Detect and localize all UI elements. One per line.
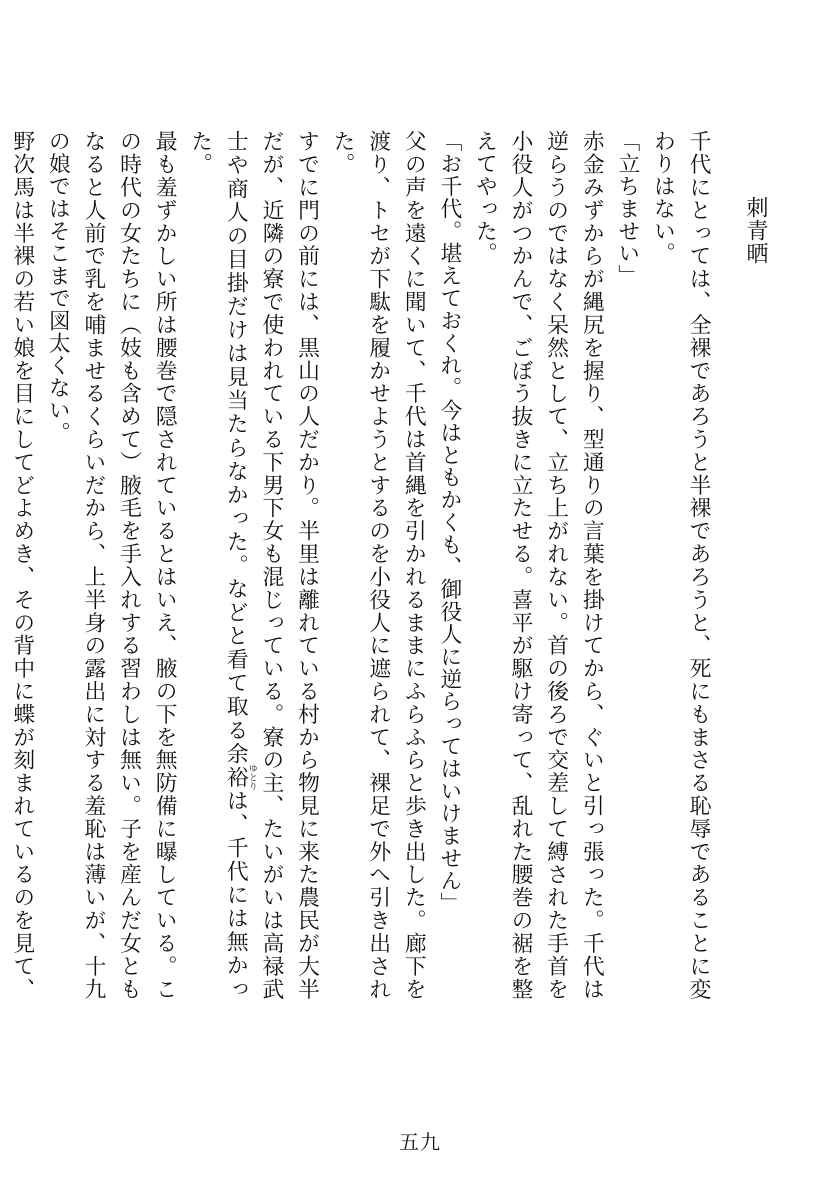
paragraph: 野次馬は半裸の若い娘を目にしてどよめき、その背中に蝶が刻まれているのを見て、 (9, 130, 35, 1000)
body-text (0, 130, 716, 1000)
paragraph: 千代にとっては、全裸であろうと半裸であろうと、死にもまさる恥辱であることに変わりはない。 (650, 130, 711, 1000)
paragraph-text: は、千代には無かった。 (187, 130, 249, 1000)
paragraph (182, 130, 324, 1000)
paragraph: 父の声を遠くに聞いて、千代は首縄を引かれるままにふらふらと歩き出した。廊下を渡り、トセが下駄を履かせようとするのを小役人に遮られて、裸足で外へ引き出された。 (330, 130, 427, 1000)
paragraph: 「お千代。堪えておくれ。今はともかくも、御役人に逆らってはいけません」 (436, 130, 462, 914)
ruby-base: 裕 (223, 763, 249, 791)
page-number: 五九 (399, 1130, 441, 1154)
paragraph: 「立ちませい」 (614, 130, 640, 287)
paragraph: 最も羞ずかしい所は腰巻で隠されているとはいえ、腋の下を無防備に曝している。この時代の女たちに（妓も含めて）腋毛を手入れする習わしは無い。子を産んだ女ともなると人前で乳を哺ませるくらいだから、上半身の露出に対する羞恥は薄いが、十九の娘ではそこまで図太くない。 (45, 130, 178, 1000)
ruby-reading: ゆとり (246, 763, 257, 791)
paragraph-text: すでに門の前には、黒山の人だかり。半里は離れている村から物見に来た農民が大半だが、近隣の寮で使われている下男下女も混じっている。寮の主、たいがいは高禄武士や商人の目掛だけは見当たらなかった。などと看て取る余 (223, 130, 320, 1000)
running-title: 刺青晒 (743, 196, 768, 265)
paragraph: 赤金みずからが縄尻を握り、型通りの言葉を掛けてから、ぐいと引っ張った。千代は逆らうのではなく呆然として、立ち上がれない。首の後ろで交差して縛された手首を小役人がつかんで、ごぼう抜きに立たせる。喜平が駆け寄って、乱れた腰巻の裾を整えてやった。 (472, 130, 605, 1000)
ruby-word (223, 763, 257, 791)
